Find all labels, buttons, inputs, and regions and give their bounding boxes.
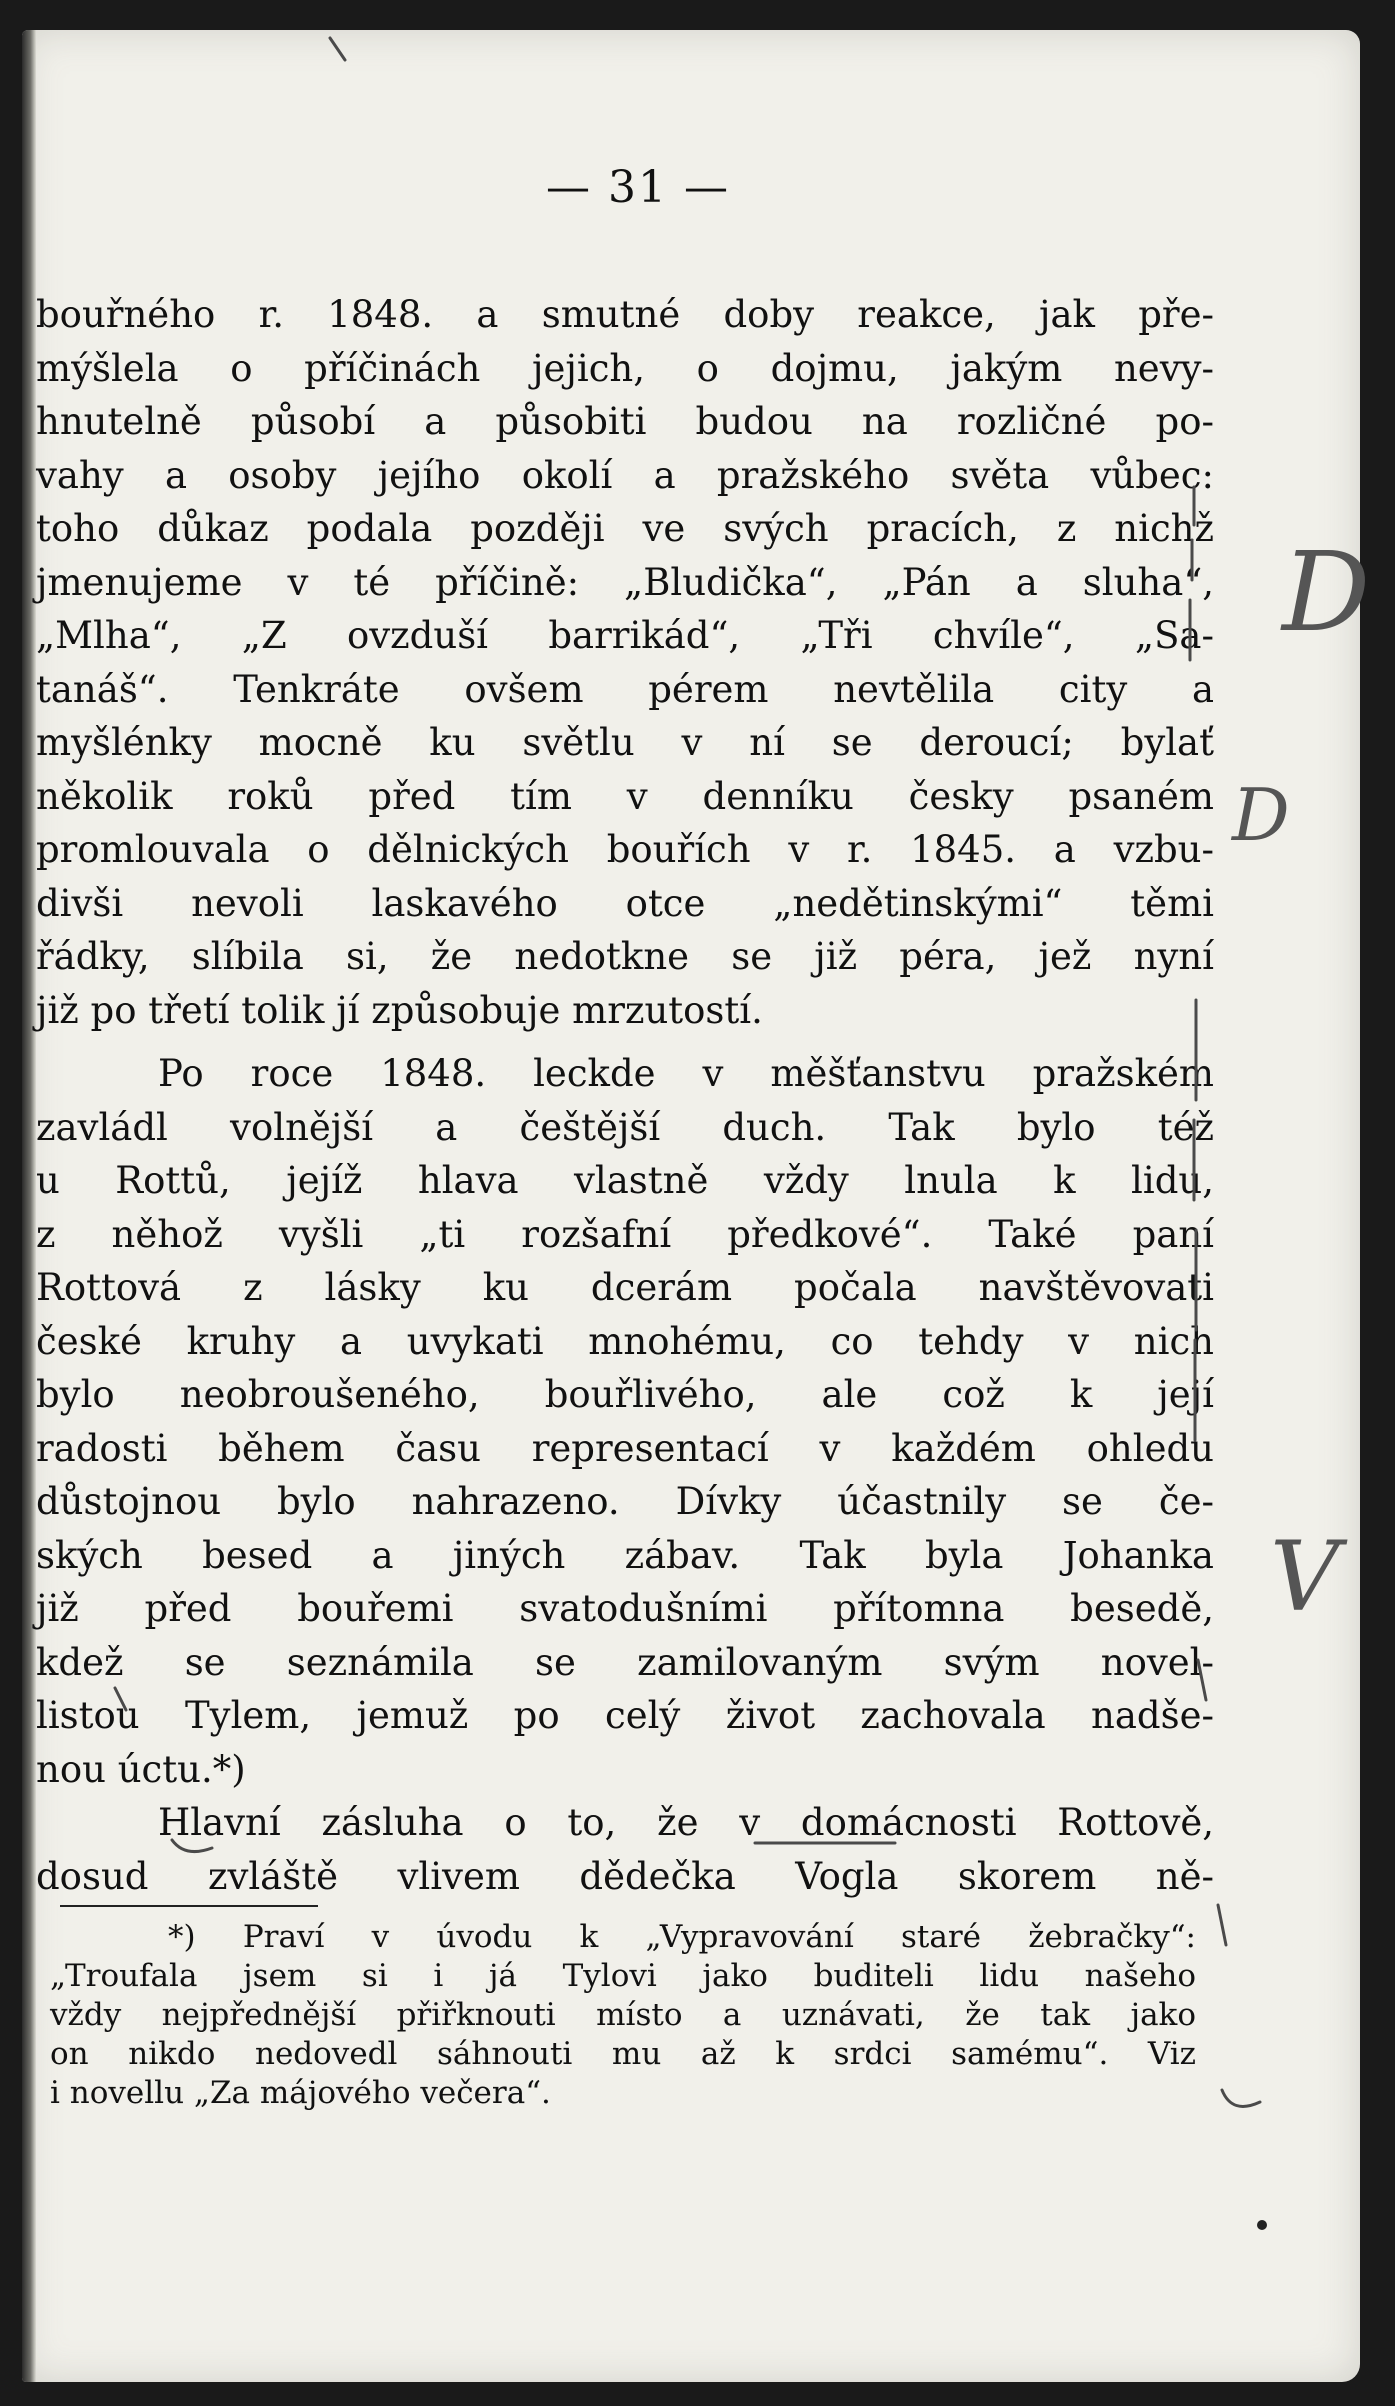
footnote-line: vždy nejpřednější přiřknouti místo a uznávati, že tak jako <box>50 1997 1196 2033</box>
page-number: — 31 — <box>546 162 730 213</box>
body-line: radosti během času representací v každém ohledu <box>36 1426 1214 1470</box>
body-line: vahy a osoby jejího okolí a pražského světa vůbec: <box>36 453 1214 497</box>
footnote-line: „Troufala jsem si i já Tylovi jako buditeli lidu našeho <box>50 1958 1196 1994</box>
body-line: Hlavní zásluha o to, že v domácnosti Rottově, <box>158 1801 1214 1844</box>
body-line: důstojnou bylo nahrazeno. Dívky účastnily se če- <box>36 1480 1214 1523</box>
margin-letter: D <box>1232 773 1290 857</box>
body-line: u Rottů, jejíž hlava vlastně vždy lnula k lidu, <box>36 1159 1214 1202</box>
body-line: myšlénky mocně ku světlu v ní se deroucí; bylať <box>36 721 1214 764</box>
body-line: již po třetí tolik jí způsobuje mrzutostí. <box>36 988 763 1032</box>
body-line: hnutelně působí a působiti budou na rozličné po- <box>36 400 1214 443</box>
body-line: bylo neobroušeného, bouřlivého, ale což k její <box>36 1373 1214 1416</box>
body-line: dosud zvláště vlivem dědečka Vogla skorem ně- <box>36 1854 1214 1898</box>
body-text <box>36 288 1214 1903</box>
margin-letter: V <box>1270 1521 1340 1633</box>
body-line: již před bouřemi svatodušními přítomna besedě, <box>36 1587 1214 1630</box>
body-line: Po roce 1848. leckde v měšťanstvu pražském <box>158 1052 1214 1095</box>
binding-edge <box>22 30 36 2382</box>
body-line: řádky, slíbila si, že nedotkne se již péra, jež nyní <box>36 935 1214 978</box>
body-line: Rottová z lásky ku dcerám počala navštěvovati <box>36 1266 1214 1309</box>
footnote-line: *) Praví v úvodu k „Vypravování staré žebračky“: <box>168 1919 1196 1955</box>
body-line: ských besed a jiných zábav. Tak byla Johanka <box>36 1533 1214 1577</box>
body-line: listou Tylem, jemuž po celý život zachovala nadše- <box>36 1694 1214 1737</box>
body-line: zavládl volnější a češtější duch. Tak bylo též <box>36 1105 1214 1149</box>
body-line: divši nevoli laskavého otce „nedětinskými“ těmi <box>36 881 1214 925</box>
footnote-line: on nikdo nedovedl sáhnouti mu až k srdci samému“. Viz <box>50 2036 1196 2072</box>
body-line: mýšlela o příčinách jejich, o dojmu, jakým nevy- <box>36 346 1214 390</box>
footnote-line: i novellu „Za májového večera“. <box>50 2075 551 2111</box>
body-line: promlouvala o dělnických bouřích v r. 1845. a vzbu- <box>36 828 1214 871</box>
body-line: kdež se seznámila se zamilovaným svým novel- <box>36 1640 1214 1684</box>
body-line: z něhož vyšli „ti rozšafní předkové“. Také paní <box>36 1212 1214 1256</box>
body-line: nou úctu.*) <box>36 1747 246 1791</box>
body-line: české kruhy a uvykati mnohému, co tehdy v nich <box>36 1319 1214 1363</box>
footnote-divider <box>60 1905 318 1907</box>
body-line: jmenujeme v té příčině: „Bludička“, „Pán a sluha“, <box>36 560 1214 604</box>
book-page <box>22 30 1360 2382</box>
body-line: „Mlha“, „Z ovzduší barrikád“, „Tři chvíle“, „Sa- <box>36 614 1214 657</box>
body-line: tanáš“. Tenkráte ovšem pérem nevtělila city a <box>36 667 1214 711</box>
paragraph-gap <box>36 1037 1214 1047</box>
body-line: toho důkaz podala později ve svých pracích, z nichž <box>36 507 1214 550</box>
body-line: několik roků před tím v denníku česky psaném <box>36 774 1214 818</box>
margin-letter: D <box>1282 528 1371 656</box>
body-line: bouřného r. 1848. a smutné doby reakce, jak pře- <box>36 293 1214 336</box>
footnote <box>50 1918 1196 2113</box>
